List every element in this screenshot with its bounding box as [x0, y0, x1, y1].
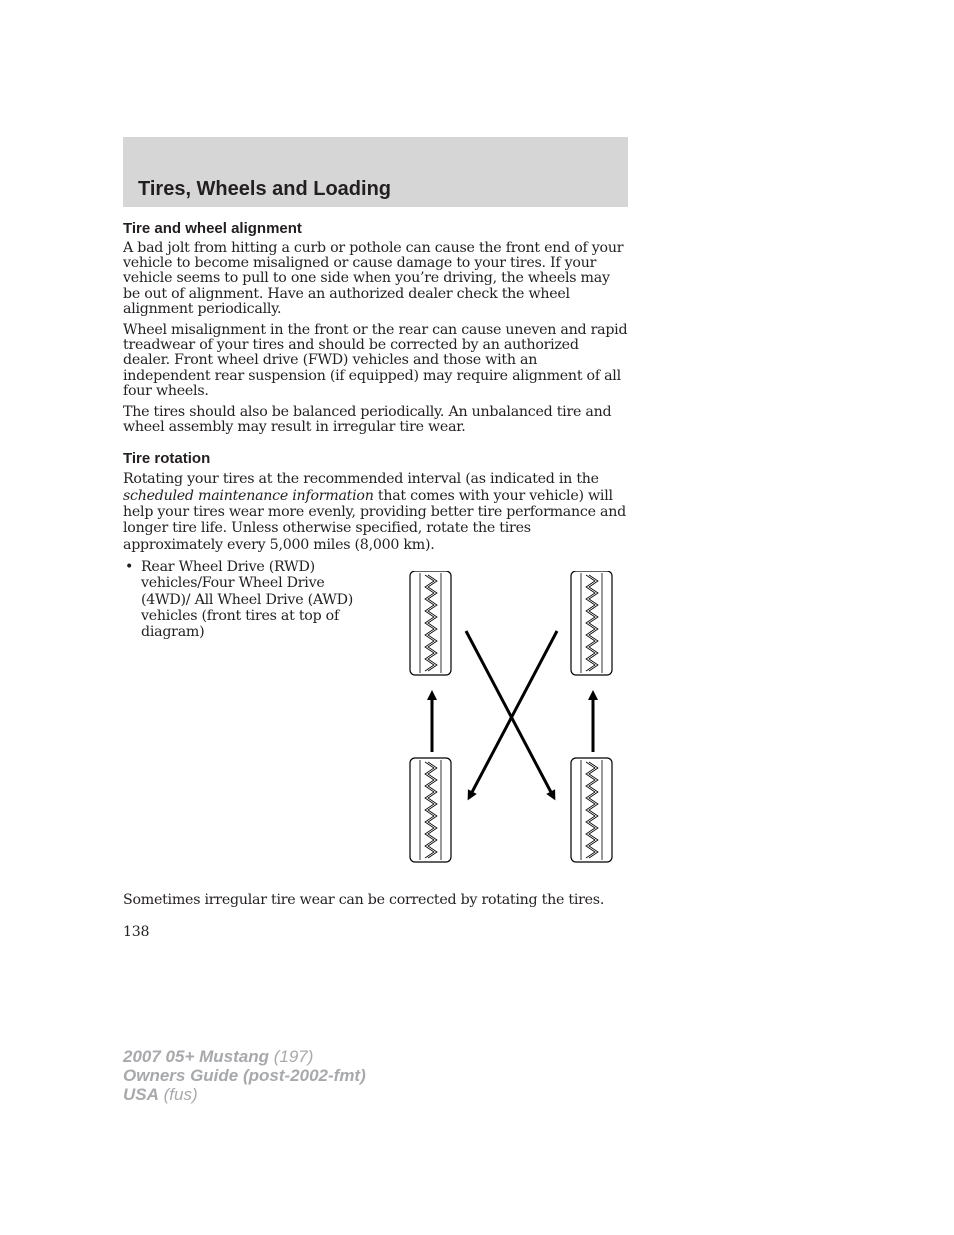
tire-front-left [410, 571, 451, 675]
section-header-band [123, 137, 628, 207]
page-content [123, 220, 628, 879]
tire-rear-left [410, 758, 451, 862]
bullet-marker: • [125, 558, 134, 575]
heading-alignment: Tire and wheel alignment [123, 220, 302, 237]
bullet-text: Rear Wheel Drive (RWD) vehicles/Four Wheel Drive (4WD)/ All Wheel Drive (AWD) vehicles (front tires at top of diagram) [141, 558, 354, 641]
rotation-intro: Rotating your tires at the recommended interval (as indicated in the scheduled maintenance information that comes with your vehicle) will help your tires wear more evenly, providing better tire performance and longer tire life. Unless otherwise specified, rotate the tires approximately every 5,000 miles (8,000 km). [123, 471, 626, 553]
page-number: 138 [123, 924, 150, 940]
rotation-closing-text: Sometimes irregular tire wear can be corrected by rotating the tires. [123, 892, 605, 908]
arrow-front-right-to-rear-left [470, 631, 557, 796]
arrow-front-left-to-rear-right [466, 631, 553, 796]
tire-rotation-diagram [406, 571, 641, 871]
footer-model: 2007 05+ Mustang [123, 1047, 269, 1066]
section-title: Tires, Wheels and Loading [138, 178, 392, 200]
rotation-bullet [123, 559, 368, 640]
document-footer: 2007 05+ Mustang (197) Owners Guide (post-2002-fmt) USA (fus) [123, 1047, 366, 1104]
heading-rotation: Tire rotation [123, 450, 211, 468]
tire-rear-right [571, 758, 612, 862]
alignment-paragraph-2: Wheel misalignment in the front or the rear can cause uneven and rapid treadwear of your tires and should be corrected by an authorized dealer. Front wheel drive (FWD) vehicles and those with an independent rear suspension (if equipped) may require alignment of all four wheels. [123, 322, 628, 399]
footer-market: USA [123, 1085, 159, 1104]
alignment-paragraph-1: A bad jolt from hitting a curb or pothole can cause the front end of your vehicle to become misaligned or cause damage to your tires. If your vehicle seems to pull to one side when you’re driving, the wheels may be out of alignment. Have an authorized dealer check the wheel alignment periodically. [123, 240, 624, 317]
alignment-paragraph-3: The tires should also be balanced periodically. An unbalanced tire and wheel assembly may result in irregular tire wear. [123, 404, 612, 436]
footer-guide: Owners Guide (post-2002-fmt) [123, 1066, 366, 1085]
tire-front-right [571, 571, 612, 675]
maintenance-reference: scheduled maintenance information [123, 487, 374, 504]
